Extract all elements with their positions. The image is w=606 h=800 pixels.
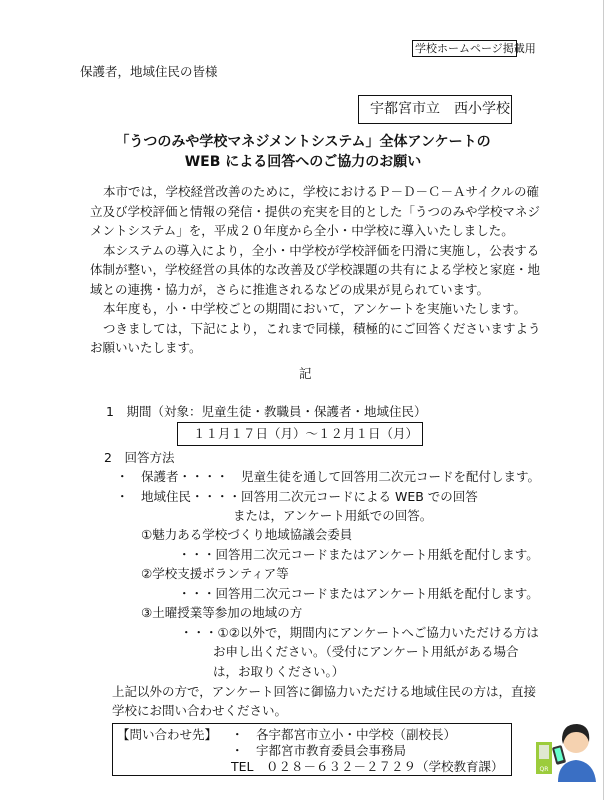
body-line: 立及び学校評価と情報の発信・提供の充実を目的とした「うつのみや学校マネジ xyxy=(90,204,541,219)
closing-line: 学校にお問い合わせください。 xyxy=(112,703,288,718)
sender-box xyxy=(358,95,512,124)
method-line: ・ 地域住民・・・・回答用二次元コードによる WEB での回答 xyxy=(116,489,478,504)
body-line: 本年度も，小・中学校ごとの期間において，アンケートを実施いたします。 xyxy=(103,301,527,316)
body-line: 体制が整い，学校経営の具体的な改善及び学校課題の共有による学校と家庭・地 xyxy=(90,262,541,277)
addressee: 保護者，地域住民の皆様 xyxy=(80,64,218,79)
method-line: ③土曜授業等参加の地域の方 xyxy=(141,605,303,620)
date-box xyxy=(177,422,423,446)
body-line: 本システムの導入により，全小・中学校が学校評価を円滑に実施し，公表する xyxy=(103,243,540,258)
method-line: ・・・回答用二次元コードまたはアンケート用紙を配付します。 xyxy=(178,586,539,601)
body-line: 域との連携・協力が，さらに推進されるなどの成果が見られています。 xyxy=(90,282,490,297)
method-line: ・・・①②以外で，期間内にアンケートへご協力いただける方は xyxy=(180,625,539,640)
method-line: お申し出ください。（受付にアンケート用紙がある場合 xyxy=(213,644,519,659)
method-line: ・ 保護者・・・・ 児童生徒を通して回答用二次元コードを配付します。 xyxy=(116,469,541,484)
method-line: ①魅力ある学校づくり地域協議会委員 xyxy=(141,527,353,542)
homepage-label: 学校ホームページ掲載用 xyxy=(415,42,536,55)
section2-heading: 2 回答方法 xyxy=(104,450,175,465)
qr-label: QR xyxy=(539,766,549,773)
sender: 宇都宮市立 西小学校 xyxy=(370,101,510,117)
method-line: ・・・回答用二次元コードまたはアンケート用紙を配付します。 xyxy=(178,547,539,562)
contact-item: ・ 宇都宮市教育委員会事務局 xyxy=(231,743,407,758)
closing-line: 上記以外の方で，アンケート回答に御協力いただける地域住民の方は，直接 xyxy=(112,684,537,699)
title-line-1: 「うつのみや学校マネジメントシステム」全体アンケートの xyxy=(115,134,491,150)
contact-label: 【問い合わせ先】 xyxy=(117,727,218,742)
body-line: お願いいたします。 xyxy=(90,340,202,355)
section1-heading: 1 期間（対象：児童生徒・教職員・保護者・地域住民） xyxy=(106,404,427,419)
method-line: ②学校支援ボランティア等 xyxy=(141,566,289,581)
survey-dates: １１月１７日（月）～１２月１日（月） xyxy=(193,426,419,441)
person-scanning-qr-illustration xyxy=(536,718,598,782)
body-line: メントシステム」を，平成２０年度から全小・中学校に導入いたしました。 xyxy=(90,223,514,238)
method-line: は，お取りください。） xyxy=(213,664,345,679)
qr-code-icon xyxy=(539,745,549,759)
method-line: または，アンケート用紙での回答。 xyxy=(233,508,433,523)
ki-marker: 記 xyxy=(299,366,312,381)
contact-box xyxy=(112,723,512,776)
page-edge xyxy=(603,0,604,800)
person-body xyxy=(558,760,596,782)
contact-item: ・ 各宇都宮市立小・中学校（副校長） xyxy=(231,727,457,742)
title-line-2: WEB による回答へのご協力のお願い xyxy=(184,154,422,170)
homepage-label-box xyxy=(412,40,536,57)
body-line: 本市では，学校経営改善のために，学校におけるＰ－Ｄ－Ｃ－Ａサイクルの確 xyxy=(103,184,540,199)
contact-tel: TEL ０２８－６３２－２７２９（学校教育課） xyxy=(231,759,504,774)
body-line: つきましては，下記により，これまで同様，積極的にご回答くださいますよう xyxy=(103,321,541,336)
